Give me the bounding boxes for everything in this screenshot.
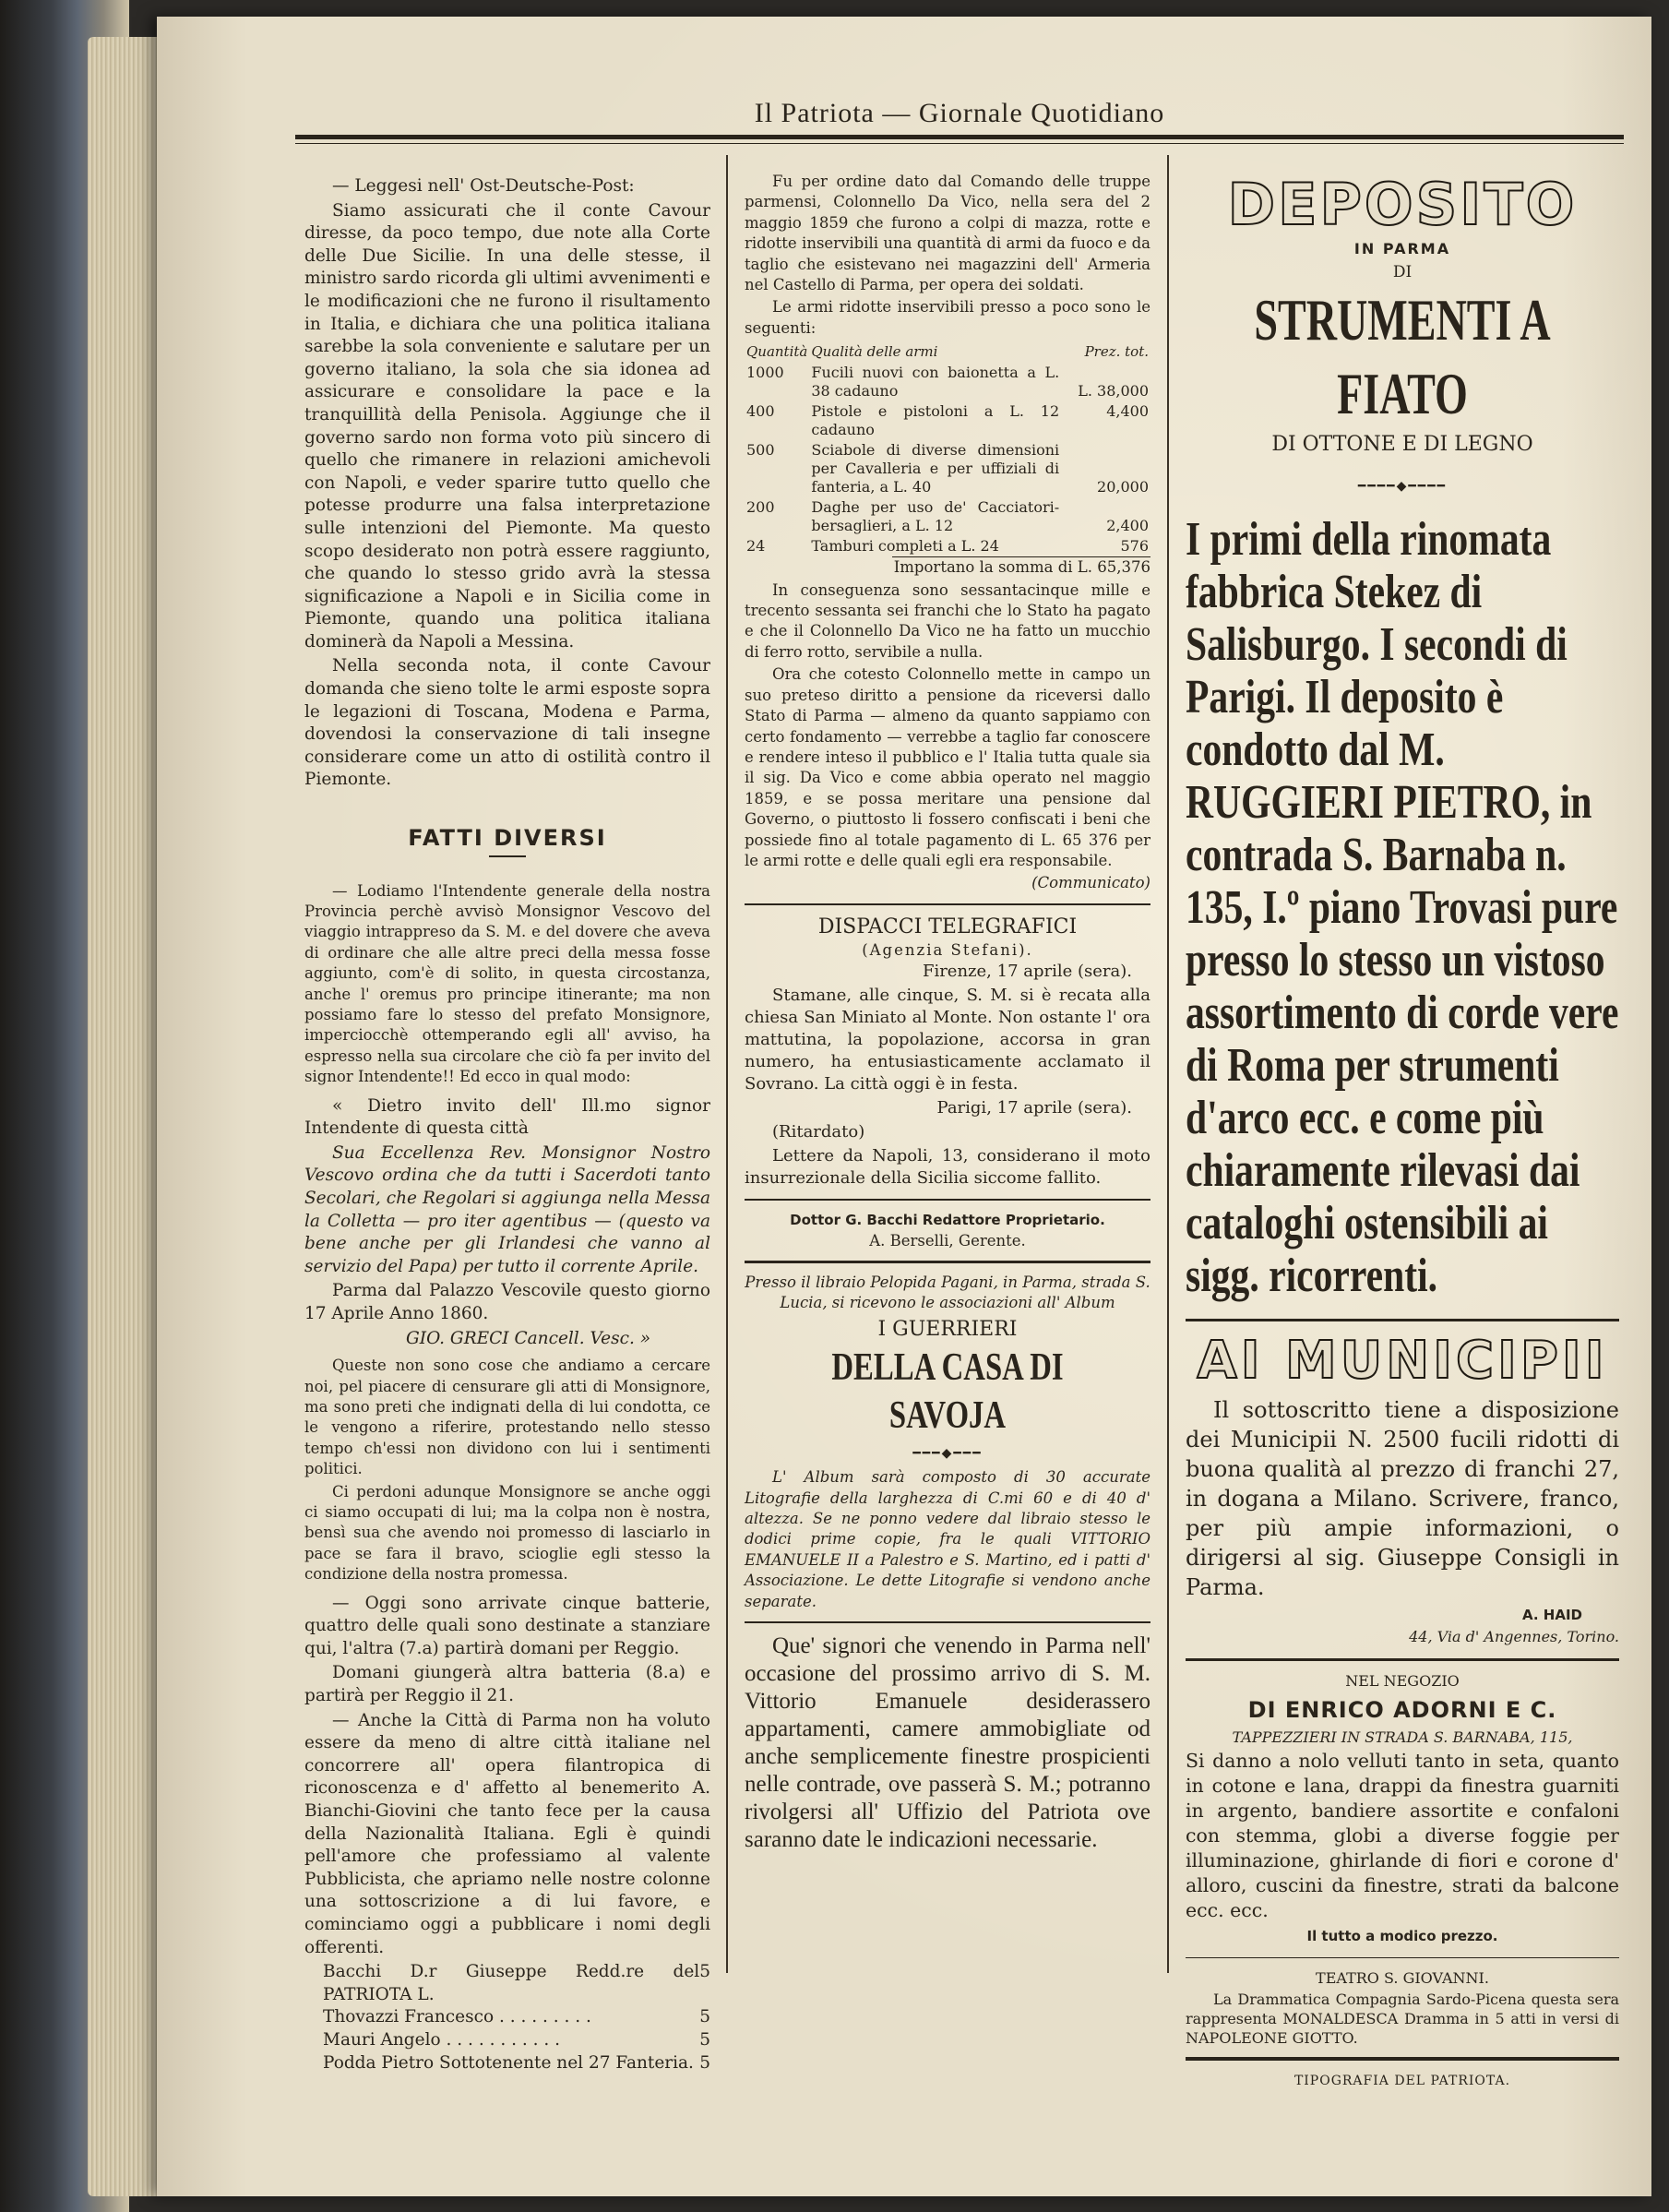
table-row: 1000 Fucili nuovi con baionetta a L. 38 cadauno L. 38,000 bbox=[746, 364, 1149, 401]
album-intro: Presso il libraio Pelopida Pagani, in Parma, strada S. Lucia, si ricevono le associazioni all' Album bbox=[745, 1273, 1150, 1312]
ottone-line: DI OTTONE E DI LEGNO bbox=[1271, 433, 1533, 457]
deposito-body: I primi della rinomata fabbrica Stekez di Salisburgo. I secondi di Parigi. Il deposito è condotto dal M. RUGGIERI PIETRO, in contrada S. Barnaba n. 135, I.º piano Trovasi pure presso lo stesso un vistoso assortimento di corde vere di Roma per strumenti d'arco ecc. e come più chiaramente rilevasi dai cataloghi ostensibili ai sigg. ricorrenti. bbox=[1186, 512, 1619, 1302]
table-row: 500 Sciabole di diverse dimensioni per Cavalleria e per uffiziali di fanteria, a L. 40 20,000 bbox=[746, 441, 1149, 496]
masthead-title: Il Patriota — Giornale Quotidiano bbox=[754, 98, 1165, 128]
quote-date: Parma dal Palazzo Vescovile questo giorno 17 Aprile Anno 1860. bbox=[304, 1281, 710, 1324]
donor-amount: 5 bbox=[699, 2007, 710, 2027]
tappezzieri-line: TAPPEZZIERI IN STRADA S. BARNABA, 115, bbox=[1232, 1728, 1573, 1746]
negozio-line: NEL NEGOZIO bbox=[1345, 1671, 1460, 1690]
divider bbox=[1186, 2057, 1619, 2061]
teatro-title: TEATRO S. GIOVANNI. bbox=[1316, 1968, 1489, 1987]
quote-line: « Dietro invito dell' Ill.mo signor Intendente di questa città bbox=[304, 1095, 710, 1139]
article-paragraph: Ci perdoni adunque Monsignore se anche oggi ci siamo occupati di lui; ma la colpa non è nostra, bensì sua che avendo noi promesso di lasciarlo in pace se fara il bravo, scioglie egli stesso la condizione della nostra promessa. bbox=[304, 1482, 710, 1584]
article-paragraph: Le armi ridotte inservibili presso a poco sono le seguenti: bbox=[745, 298, 1150, 337]
in-parma: IN PARMA bbox=[1353, 240, 1451, 257]
donor-amount: 5 bbox=[699, 2052, 710, 2073]
donor-name: Mauri Angelo . . . . . . . . . . . bbox=[323, 2029, 561, 2050]
article-paragraph: — Anche la Città di Parma non ha voluto essere da meno di altre città italiane nel concorrere all' opera filantropica di riconoscenza e d' affetto al benemerito A. Bianchi-Giovini che tanto fece per la causa della Nazionalità Italiana. Egli è quindi pell'amore che professiamo al valente Pubblicista, che apriamo nelle nostre colonne una sottoscrizione a di lui favore, e cominciamo oggi a pubblicare i nomi degli offerenti. bbox=[304, 1710, 710, 1957]
column-1 bbox=[304, 175, 710, 2074]
donor-list bbox=[304, 1961, 710, 2074]
column-divider bbox=[1167, 155, 1169, 1973]
column-3 bbox=[1186, 172, 1619, 2093]
divider bbox=[745, 1261, 1150, 1263]
dispatch-dateline: Firenze, 17 aprile (sera). bbox=[922, 962, 1132, 982]
article-intro: — Leggesi nell' Ost-Deutsche-Post: bbox=[332, 176, 635, 196]
di-label: DI bbox=[1392, 262, 1413, 281]
ornament: ━━━◆━━━ bbox=[912, 1445, 983, 1461]
haid-signature: A. HAID bbox=[1521, 1606, 1582, 1623]
section-heading: FATTI DIVERSI bbox=[408, 825, 607, 852]
dispatches-agency: (Agenzia Stefani). bbox=[862, 940, 1033, 959]
tipografia-line: TIPOGRAFIA DEL PATRIOTA. bbox=[1293, 2074, 1511, 2089]
masthead-rule bbox=[295, 135, 1624, 139]
article-paragraph: Ora che cotesto Colonnello mette in campo un suo preteso diritto a pensione da riceversi dallo Stato di Parma — almeno da quanto sappiamo con certo fondamento — verrebbe a taglio far conoscere e rendere inteso il pubblico e l' Italia tutta quale sia il sig. Da Vico e come abbia operato nel maggio 1859, e se possa meritare una pensione dal Governo, o piuttosto li fossero confiscati i beni che possiede fino al totale pagamento di L. 65 376 per le armi rotte e delle quali egli era responsabile. bbox=[745, 665, 1150, 869]
masthead-rule-thin bbox=[295, 143, 1624, 144]
dispatch-body: Lettere da Napoli, 13, considerano il moto insurrezionale della Sicilia siccome fallito. bbox=[745, 1146, 1150, 1189]
arms-table bbox=[745, 341, 1150, 556]
album-body: L' Album sarà composto di 30 accurate Litografie della larghezza di C.mi 60 e di 40 d' altezza. Se ne ponno vedere dal libraio stesso le dodici prime copie, fra le quali VITTORIO EMANUELE II a Palestro e S. Martino, ed i patti d' Associazione. Le dette Litografie si vendono anche separate. bbox=[745, 1468, 1150, 1610]
article-paragraph: — Lodiamo l'Intendente generale della nostra Provincia perchè avvisò Monsignor Vescovo del viaggio intrappreso da S. M. e del dovere che aveva di ordinare che alle altre preci della messa fosse aggiunto, com'è di solito, in questa circostanza, anche l' oremus pro principe itinerante; ma non possiamo fare lo stesso del prefato Monsignore, imperciocchè ottemperando egli all' avviso, ha espresso nella sua circolare che ciò fa per invito del signor Intendente!! Ed ecco in qual modo: bbox=[304, 881, 710, 1086]
dispatch-body: Stamane, alle cinque, S. M. si è recata alla chiesa San Miniato al Monte. Non ostante l' ora mattutina, la popolazione, accorsa in gran numero, ha entusiasticamente acclamato il Sovrano. La città oggi è in festa. bbox=[745, 986, 1150, 1094]
quote-signature: GIO. GRECI Cancell. Vesc. » bbox=[406, 1328, 651, 1348]
deposito-headline: DEPOSITO bbox=[1227, 171, 1578, 238]
donor-name: Bacchi D.r Giuseppe Redd.re del PATRIOTA L. bbox=[323, 1962, 700, 2004]
haid-address: 44, Via d' Angennes, Torino. bbox=[1409, 1628, 1619, 1646]
communicato: (Communicato) bbox=[1031, 874, 1150, 892]
donor-row bbox=[304, 1961, 710, 2006]
donor-name: Podda Pietro Sottotenente nel 27 Fanteria. bbox=[323, 2052, 694, 2073]
album-title-large: DELLA CASA DI SAVOJA bbox=[831, 1345, 1064, 1437]
album-title: I GUERRIERI bbox=[877, 1317, 1018, 1341]
table-row: 200 Daghe per uso de' Cacciatori-bersaglieri, a L. 12 2,400 bbox=[746, 498, 1149, 535]
newspaper-page bbox=[157, 17, 1651, 2196]
donor-row bbox=[304, 2029, 710, 2052]
table-header: Qualità delle armi bbox=[811, 343, 938, 361]
divider bbox=[745, 903, 1150, 905]
article-paragraph: — Oggi sono arrivate cinque batterie, quattro delle quali sono destinate a stanziare qui, l'altra (7.a) partirà domani per Reggio. bbox=[304, 1593, 710, 1658]
dispatches-title: DISPACCI TELEGRAFICI bbox=[817, 915, 1078, 939]
divider bbox=[1186, 1957, 1619, 1958]
rooms-ad: Que' signori che venendo in Parma nell' occasione del prossimo arrivo di S. M. Vittorio Emanuele desiderassero appartamenti, camere ammobigliate od anche semplicemente finestre prospicienti nelle contrade, ove passerà S. M.; potranno rivolgersi all' Uffizio del Patriota ove saranno date le indicazioni necessarie. bbox=[745, 1633, 1150, 1853]
divider bbox=[1186, 1319, 1619, 1321]
article-paragraph: Nella seconda nota, il conte Cavour domanda che sieno tolte le armi esposte sopra le legazioni di Toscana, Modena e Parma, dovendosi la conservazione di tali insegne considerare come un atto di ostilità contro il Piemonte. bbox=[304, 656, 710, 790]
table-header: Quantità bbox=[746, 343, 808, 361]
donor-amount: 5 bbox=[699, 1962, 710, 1982]
donor-row bbox=[304, 2052, 710, 2075]
column-divider bbox=[726, 155, 728, 1973]
heading-rule bbox=[489, 855, 526, 857]
quote-body: Sua Eccellenza Rev. Monsignor Nostro Vescovo ordina che da tutti i Sacerdoti tanto Secolari, che Regolari si aggiunga nella Messa la Colletta — pro iter agentibus — (questo va bene anche per gli Irlandesi che vanno al servizio del Papa) per tutto il corrente Aprile. bbox=[304, 1142, 710, 1276]
divider bbox=[1186, 1658, 1619, 1661]
dispatch-note: (Ritardato) bbox=[772, 1122, 865, 1142]
article-paragraph: Fu per ordine dato dal Comando delle truppe parmensi, Colonnello Da Vico, nella sera del 2 maggio 1859 che furono a colpi di mazza, rotte e ridotte inservibili una quantità di armi da fuoco e da taglio che esistevano nei magazzini dell' Armeria nel Castello di Parma, per opera dei soldati. bbox=[745, 173, 1150, 294]
donor-amount: 5 bbox=[699, 2029, 710, 2050]
table-header: Prez. tot. bbox=[1084, 343, 1149, 361]
dispatch-dateline: Parigi, 17 aprile (sera). bbox=[936, 1098, 1132, 1118]
table-row: 24 Tamburi completi a L. 24 576 bbox=[746, 537, 1149, 556]
column-2 bbox=[745, 172, 1150, 1856]
ornament: ━━━━◆━━━━ bbox=[1357, 479, 1448, 495]
article-paragraph: Queste non sono cose che andiamo a cercare noi, pel piacere di censurare gli atti di Monsignore, ma sono preti che indignati della di lui condotta, ce le vengono a riferire, protestando nello stesso tempo ch'essi non dividono con lui i sentimenti politici. bbox=[304, 1357, 710, 1478]
article-paragraph: In conseguenza sono sessantacinque mille e trecento sessanta sei franchi che lo Stato ha pagato e che il Colonnello Da Vico ne ha fatto un mucchio di ferro rotto, servibile a nulla. bbox=[745, 580, 1150, 661]
gerente-line: A. Berselli, Gerente. bbox=[869, 1231, 1026, 1249]
divider bbox=[745, 1621, 1150, 1623]
article-paragraph: Domani giungerà altra batteria (8.a) e partirà per Reggio il 21. bbox=[304, 1663, 710, 1706]
prezzo-line: Il tutto a modico prezzo. bbox=[1306, 1928, 1498, 1945]
article-paragraph: Siamo assicurati che il conte Cavour diresse, da poco tempo, due note alla Corte delle Due Sicilie. In una delle stesse, il ministro sardo ricorda gli ultimi avvenimenti e le modificazioni che ne furono il risultamento in Italia, e dichiara che una politica italiana sarebbe la sola conveniente e salutare per un governo italiano, la sola che sia idonea ad assicurare e consolidare la pace e la tranquillità della Penisola. Aggiunge che il governo sardo non forma voto più sincero di quello che rimanere in relazioni amichevoli con Napoli, e veder sparire tutto quello che potesse produrre una falsa interpretazione sulle intenzioni del Piemonte. Ma questo scopo desiderato non potrà essere raggiunto, che quando lo stesso grido avrà la stessa significazione a Napoli e in Sicilia come in Piemonte, quando una politica italiana dominerà da Napoli a Messina. bbox=[304, 200, 710, 652]
table-row: 400 Pistole e pistoloni a L. 12 cadauno 4,400 bbox=[746, 402, 1149, 439]
adorni-headline: DI ENRICO ADORNI E C. bbox=[1247, 1696, 1557, 1723]
municipii-body: Il sottoscritto tiene a disposizione dei Municipii N. 2500 fucili ridotti di buona qualità al prezzo di franchi 27, in dogana a Milano. Scrivere, franco, per più ampie informazioni, o dirigersi al sig. Giuseppe Consigli in Parma. bbox=[1186, 1396, 1619, 1600]
donor-name: Thovazzi Francesco . . . . . . . . . bbox=[323, 2007, 591, 2027]
municipii-headline: AI MUNICIPII bbox=[1197, 1330, 1608, 1391]
donor-row bbox=[304, 2006, 710, 2029]
strumenti-headline: STRUMENTI A FIATO bbox=[1254, 287, 1551, 427]
teatro-body: La Drammatica Compagnia Sardo-Picena questa sera rappresenta MONALDESCA Dramma in 5 atti in versi di NAPOLEONE GIOTTO. bbox=[1186, 1991, 1619, 2048]
table-header-row bbox=[745, 341, 1150, 363]
divider bbox=[745, 1199, 1150, 1201]
table-total: Importano la somma di L. 65,376 bbox=[892, 556, 1150, 578]
editor-line: Dottor G. Bacchi Redattore Proprietario. bbox=[790, 1212, 1105, 1229]
adorni-body: Si danno a nolo velluti tanto in seta, quanto in cotone e lana, drappi da finestra guarniti in argento, bandiere assortite e confaloni con stemma, globi a diverse foggie per illuminazione, ghirlande di fiori e corone d' alloro, cuscini da finestre, strati da balcone ecc. ecc. bbox=[1186, 1750, 1619, 1922]
